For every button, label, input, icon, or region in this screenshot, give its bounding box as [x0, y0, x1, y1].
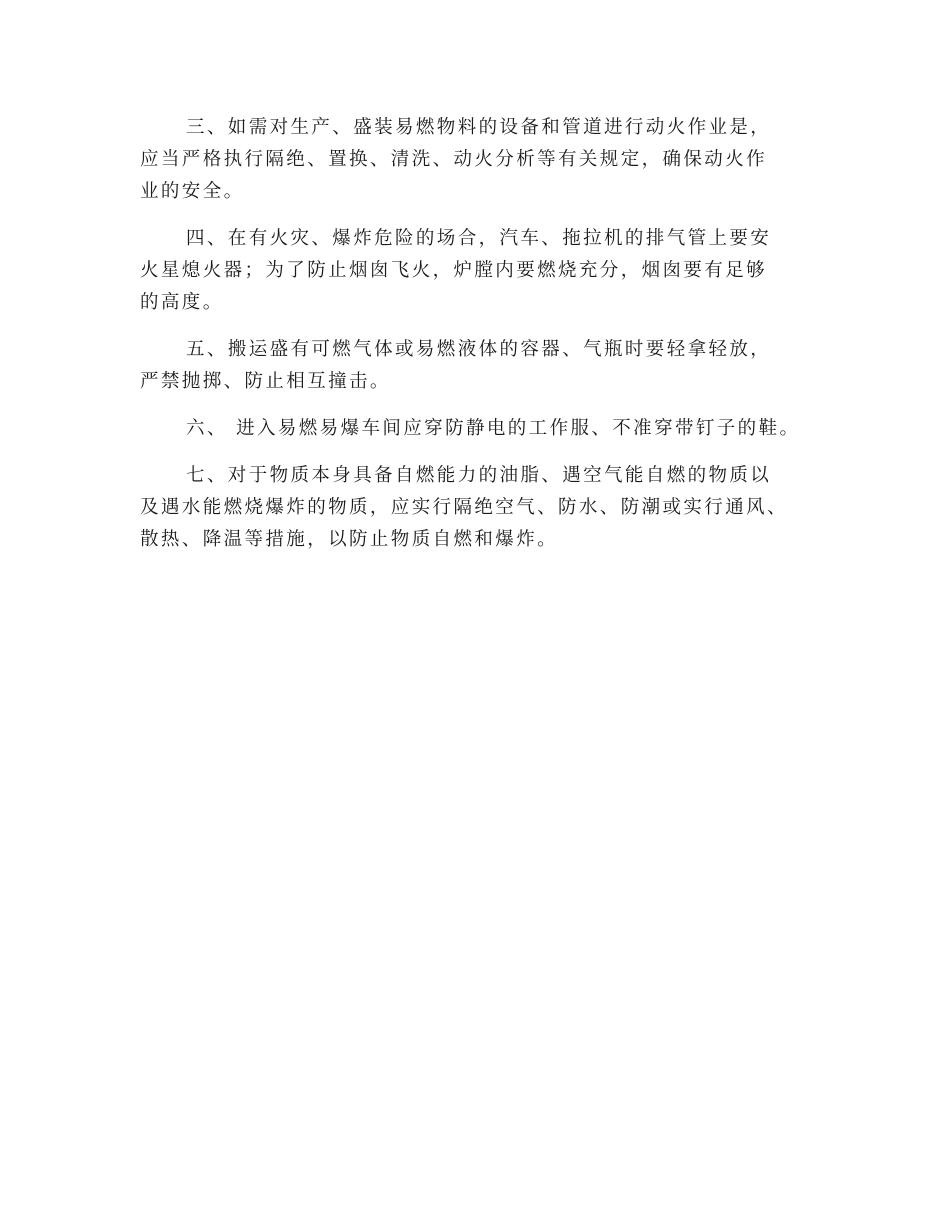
- paragraph-6: [140, 413, 830, 445]
- paragraph-line: 六、 进入易燃易爆车间应穿防静电的工作服、不准穿带钉子的鞋。: [186, 418, 801, 439]
- paragraph-line: 四、在有火灾、爆炸危险的场合，汽车、拖拉机的排气管上要安: [186, 228, 772, 249]
- paragraph-4: [140, 223, 830, 319]
- paragraph-line: 及遇水能燃烧爆炸的物质，应实行隔绝空气、防水、防潮或实行通风、: [140, 497, 788, 518]
- paragraph-line: 业的安全。: [140, 181, 245, 202]
- paragraph-line: 应当严格执行隔绝、置换、清洗、动火分析等有关规定，确保动火作: [140, 149, 768, 170]
- paragraph-line: 的高度。: [140, 292, 224, 313]
- paragraph-7: [140, 460, 830, 556]
- paragraph-line: 散热、降温等措施，以防止物质自燃和爆炸。: [140, 529, 559, 550]
- paragraph-3: [140, 112, 830, 208]
- paragraph-line: 七、对于物质本身具备自燃能力的油脂、遇空气能自燃的物质以: [186, 465, 772, 486]
- document-body: [140, 112, 830, 571]
- paragraph-line: 三、如需对生产、盛装易燃物料的设备和管道进行动火作业是，: [186, 117, 772, 138]
- paragraph-line: 五、搬运盛有可燃气体或易燃液体的容器、气瓶时要轻拿轻放，: [186, 339, 772, 360]
- paragraph-5: [140, 334, 830, 398]
- paragraph-line: 严禁抛掷、防止相互撞击。: [140, 371, 391, 392]
- paragraph-line: 火星熄火器；为了防止烟囱飞火，炉膛内要燃烧充分，烟囱要有足够: [140, 260, 768, 281]
